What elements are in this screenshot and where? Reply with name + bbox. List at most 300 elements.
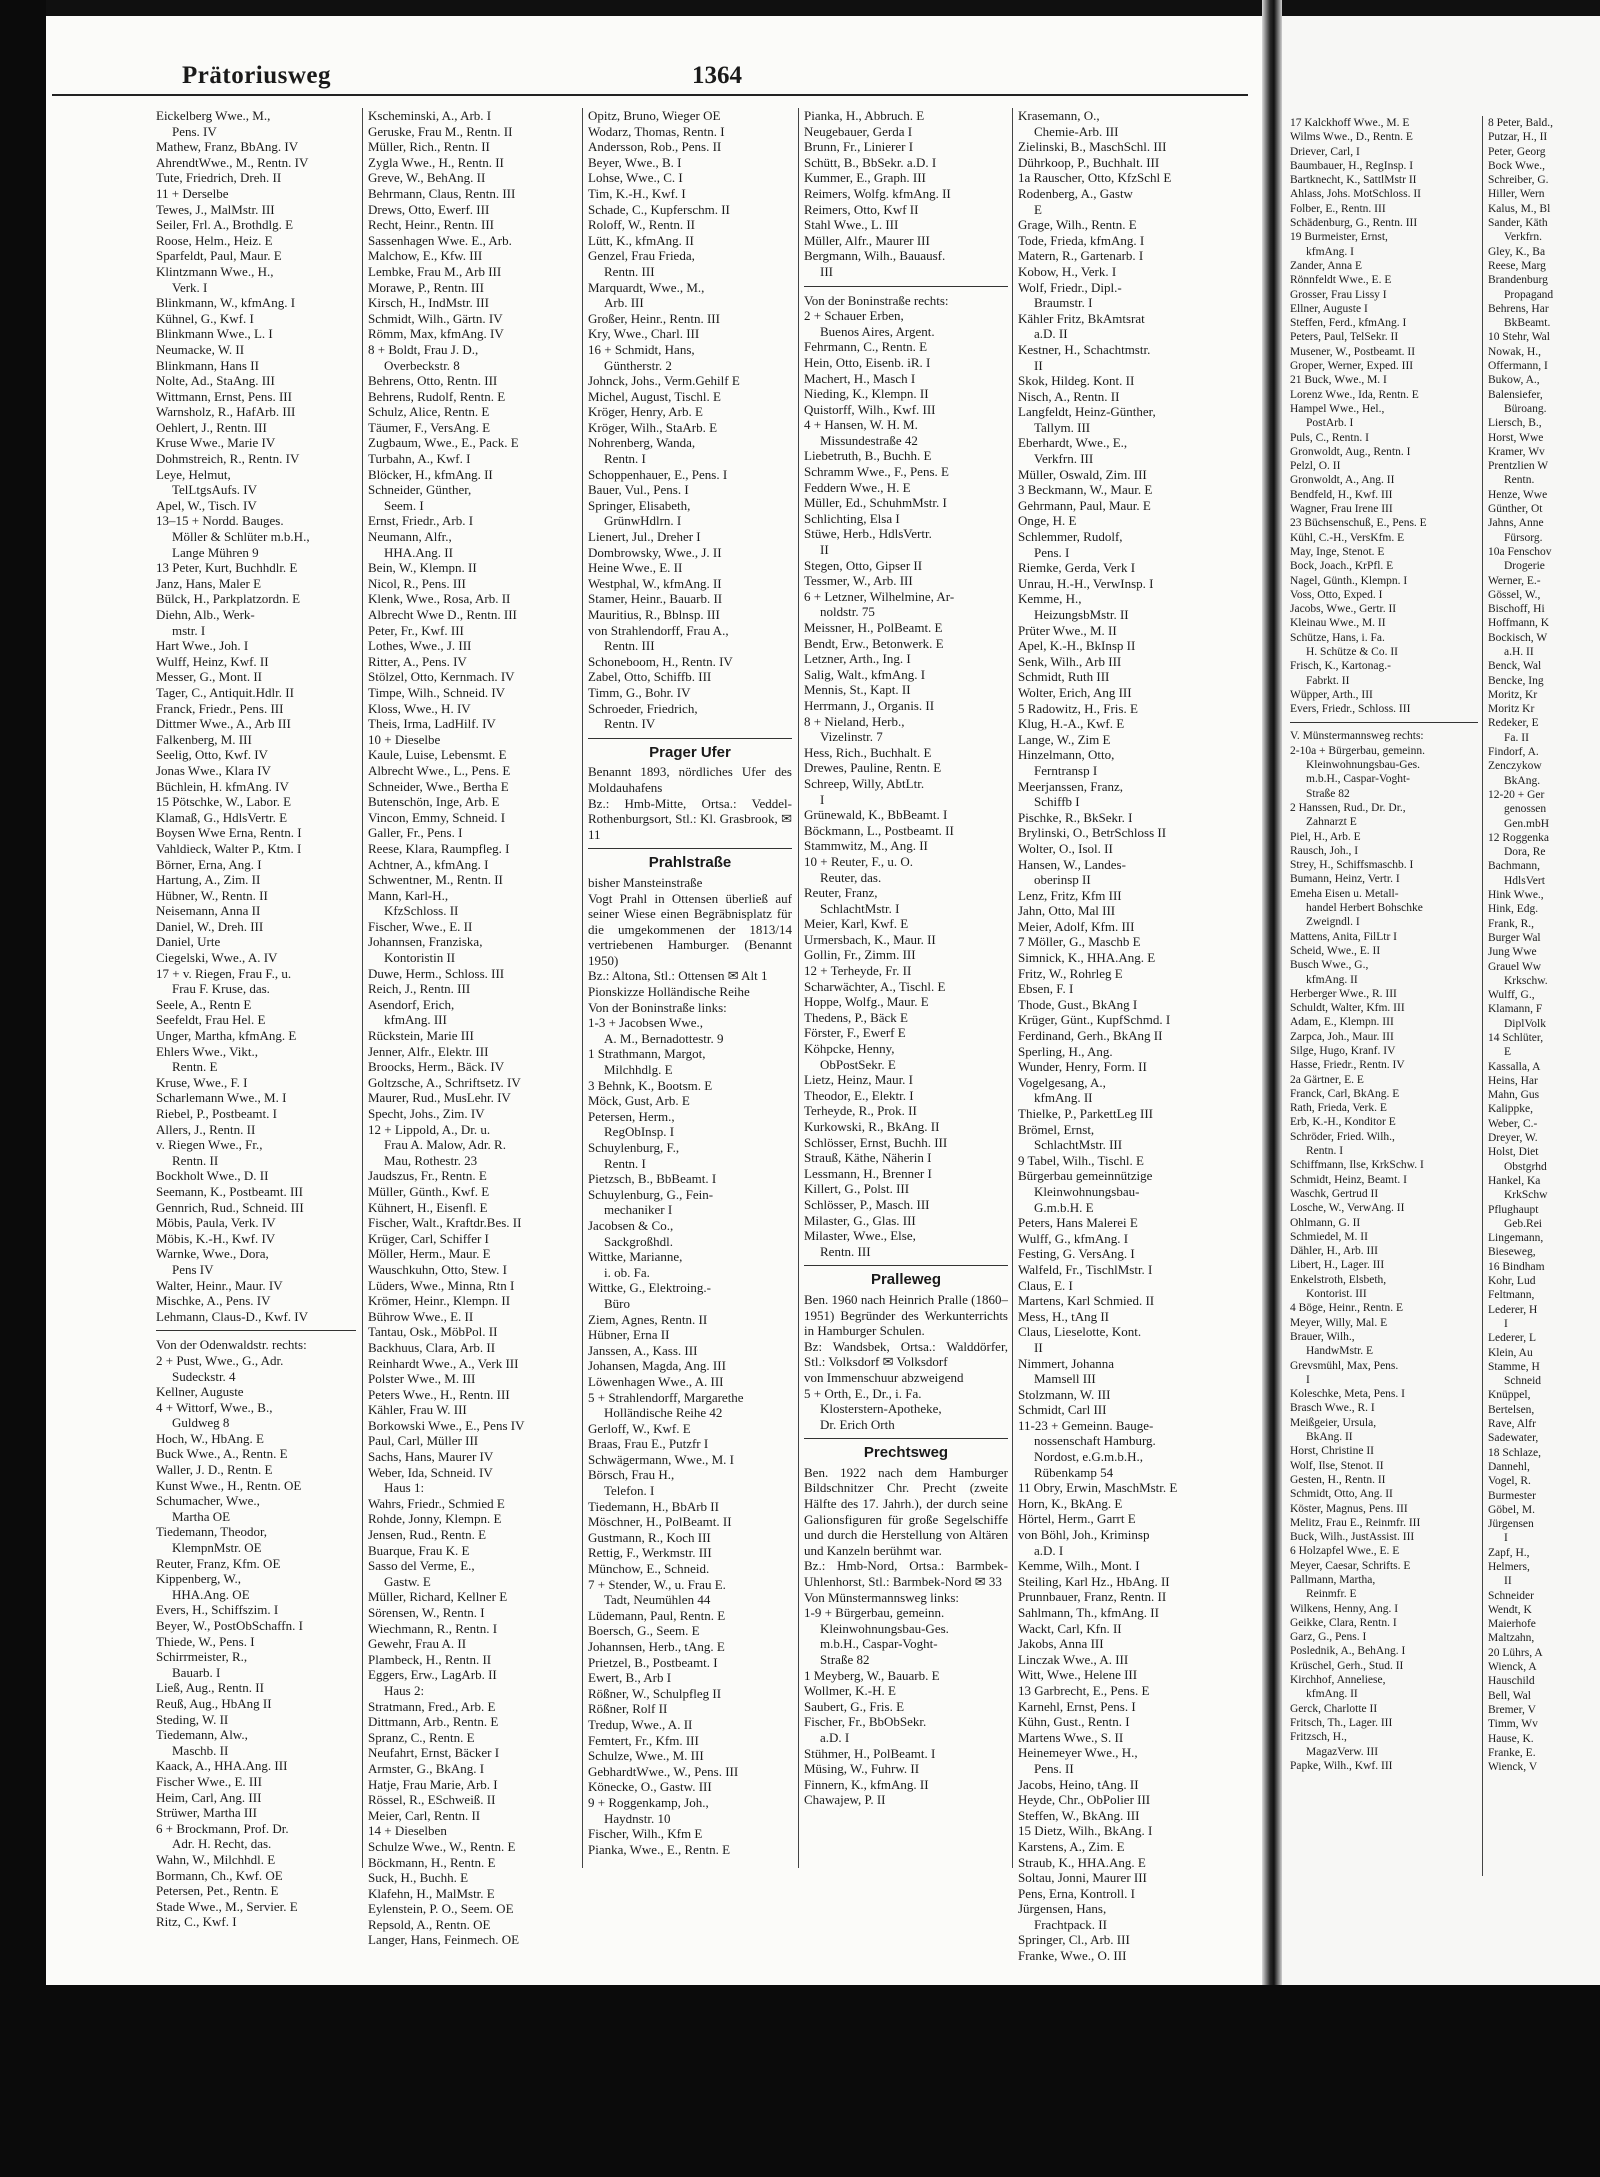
resident-entry: Petersen, Pet., Rentn. E (156, 1883, 279, 1899)
entry-continuation: II (820, 542, 829, 558)
resident-entry: Moritz, Kr (1488, 688, 1538, 701)
resident-entry: Möbis, Paula, Verk. IV (156, 1215, 276, 1231)
resident-entry: Fischer, Walt., Kraftdr.Bes. II (368, 1215, 522, 1231)
resident-entry: Kühn, Gust., Rentn. I (1018, 1714, 1130, 1730)
entry-continuation: Tallym. III (1034, 419, 1091, 435)
scan-border-left (0, 0, 46, 2177)
resident-entry: Neufahrt, Ernst, Bäcker I (368, 1745, 500, 1761)
resident-entry: Heins, Har (1488, 1074, 1538, 1087)
entry-continuation: Guldweg 8 (172, 1415, 230, 1431)
resident-entry: Schmidt, Ruth III (1018, 669, 1110, 685)
resident-entry: Martens, Karl Schmied. II (1018, 1293, 1155, 1309)
resident-entry: 13 Peter, Kurt, Buchhdlr. E (156, 560, 298, 576)
resident-entry: 15 Pötschke, W., Labor. E (156, 794, 292, 810)
resident-entry: Lederer, H (1488, 1303, 1538, 1316)
resident-entry: Klein, Au (1488, 1346, 1533, 1359)
resident-entry: Enkelstroth, Elsbeth, (1290, 1273, 1387, 1286)
entry-continuation: Rentn. E (172, 1059, 218, 1075)
resident-entry: Prunnbauer, Franz, Rentn. II (1018, 1589, 1167, 1605)
resident-entry: Liebetruth, B., Buchh. E (804, 448, 932, 464)
entry-continuation: genossen (1504, 803, 1547, 816)
resident-entry: Bumann, Heinz, Vertr. I (1290, 873, 1400, 886)
resident-entry: Suck, H., Buchh. E (368, 1870, 469, 1886)
resident-entry: Linczak Wwe., A. III (1018, 1651, 1129, 1667)
resident-entry: 7 + Stender, W., u. Frau E. (588, 1576, 726, 1592)
entry-continuation: Dora, Re (1504, 846, 1546, 859)
resident-entry: Brömel, Ernst, (1018, 1121, 1095, 1137)
resident-entry: Jacobsen & Co., (588, 1217, 674, 1233)
resident-entry: Eggers, Erw., LagArb. II (368, 1667, 497, 1683)
entry-continuation: handel Herbert Bohschke (1306, 902, 1423, 915)
entry-continuation: Rentn. I (604, 451, 646, 467)
resident-entry: Rettig, F., Werkmstr. III (588, 1545, 712, 1561)
resident-entry: Kemme, H., (1018, 591, 1082, 607)
resident-entry: Ritz, C., Kwf. I (156, 1914, 237, 1930)
resident-entry: 1 Meyberg, W., Bauarb. E (804, 1667, 940, 1683)
resident-entry: Ernst, Friedr., Arb. I (368, 513, 474, 529)
resident-entry: Pianka, H., Abbruch. E (804, 108, 925, 123)
entry-continuation: Verkfrn. (1504, 231, 1542, 244)
resident-entry: Frisch, K., Kartonag.- (1290, 660, 1391, 673)
resident-entry: Stolzmann, W. III (1018, 1386, 1111, 1402)
resident-entry: Stüwe, Herb., HdlsVertr. (804, 526, 932, 542)
resident-entry: Wolter, O., Isol. II (1018, 840, 1113, 856)
resident-entry: Matern, R., Gartenarb. I (1018, 248, 1144, 264)
resident-entry: Wiechmann, R., Rentn. I (368, 1620, 498, 1636)
resident-entry: Zapf, H., (1488, 1546, 1530, 1559)
resident-entry: Wulff, G., kfmAng. I (1018, 1230, 1129, 1246)
resident-entry: Peters, Paul, TelSekr. II (1290, 331, 1399, 344)
resident-entry: Lüdemann, Paul, Rentn. E (588, 1607, 726, 1623)
resident-entry: Schumacher, Wwe., (156, 1493, 260, 1509)
resident-entry: Bukow, A., (1488, 374, 1540, 387)
resident-entry: Rodenberg, A., Gastw (1018, 185, 1133, 201)
resident-entry: Albrecht Wwe D., Rentn. III (368, 607, 517, 622)
resident-entry: Rave, Alfr (1488, 1418, 1536, 1431)
resident-entry: Fischer, Wilh., Kfm E (588, 1826, 703, 1842)
resident-entry: Schulze Wwe., W., Rentn. E (368, 1838, 516, 1854)
resident-entry: Müller, Günth., Kwf. E (368, 1183, 490, 1199)
resident-entry: Kühnel, G., Kwf. I (156, 310, 254, 326)
resident-entry: Lüders, Wwe., Minna, Rtn I (368, 1277, 515, 1293)
resident-entry: Kleinau Wwe., M. II (1290, 617, 1386, 630)
resident-entry: Eylenstein, P. O., Seem. OE (368, 1901, 514, 1917)
resident-entry: Butenschön, Inge, Arb. E (368, 794, 500, 810)
resident-entry: Finnern, K., kfmAng. II (804, 1776, 929, 1792)
entry-continuation: Straße 82 (1306, 787, 1350, 800)
section-rule (804, 286, 1008, 287)
resident-entry: Wüpper, Arth., III (1290, 688, 1373, 701)
entry-continuation: SchlachtMstr. I (820, 900, 900, 916)
entry-continuation: Gastw. E (384, 1573, 431, 1589)
resident-entry: Lothes, Wwe., J. III (368, 638, 472, 654)
resident-entry: Köhpcke, Henny, (804, 1041, 895, 1057)
resident-entry: Gerck, Charlotte II (1290, 1702, 1378, 1715)
resident-entry: Repsold, A., Rentn. OE (368, 1916, 491, 1932)
resident-entry: 12 + Terheyde, Fr. II (804, 963, 912, 979)
entry-continuation: Fa. II (1504, 731, 1529, 744)
resident-entry: Voss, Otto, Exped. I (1290, 588, 1383, 601)
resident-entry: Seemann, K., Postbeamt. III (156, 1183, 303, 1199)
entry-continuation: Rentn. III (604, 638, 655, 654)
resident-entry: Backhuus, Clara, Arb. II (368, 1339, 496, 1355)
resident-entry: Franck, Friedr., Pens. III (156, 700, 284, 716)
resident-entry: Franke, E. (1488, 1746, 1536, 1759)
resident-entry: Klintzmann Wwe., H., (156, 263, 274, 279)
column-divider (362, 108, 363, 1868)
resident-entry: Kemme, Wilh., Mont. I (1018, 1558, 1140, 1574)
resident-entry: Meerjanssen, Franz, (1018, 778, 1124, 794)
running-head (52, 58, 1248, 96)
resident-entry: Kippenberg, W., (156, 1571, 241, 1587)
entry-continuation: Rübenkamp 54 (1034, 1464, 1114, 1480)
entry-continuation: H. Schütze & Co. II (1306, 645, 1398, 658)
resident-entry: Urmersbach, K., Maur. II (804, 931, 936, 947)
resident-entry: 10a Fenschov (1488, 545, 1552, 558)
entry-continuation: Kleinwohnungsbau- (1034, 1183, 1140, 1199)
resident-entry: Nagel, Günth., Klempn. I (1290, 574, 1408, 587)
resident-entry: Von der Boninstraße links: (588, 999, 727, 1015)
resident-entry: Mann, Karl-H., (368, 887, 449, 903)
resident-entry: Driever, Carl, I (1290, 145, 1360, 158)
resident-entry: Diehn, Alb., Werk- (156, 607, 255, 622)
entry-continuation: a.D. I (1034, 1542, 1064, 1558)
resident-entry: Tim, K.-H., Kwf. I (588, 185, 686, 201)
resident-entry: Knüppel, (1488, 1389, 1531, 1402)
entry-continuation: Rentn. III (604, 263, 655, 279)
street-description: Vogt Prahl in Ottensen überließ auf seiner Wiese einen Begräbnisplatz für die umgekommenen der 1813/14 vertriebenen Hamburger. (Benannt 1950) (588, 890, 792, 968)
resident-entry: Ehlers Wwe., Vikt., (156, 1043, 259, 1059)
resident-entry: 14 + Dieselben (368, 1823, 447, 1839)
street-description: Bz.: Altona, Stl.: Ottensen ✉ Alt 1 (588, 968, 768, 984)
resident-entry: Timpe, Wilh., Schneid. IV (368, 684, 506, 700)
entry-continuation: GrünwHdlrn. I (604, 513, 682, 529)
resident-entry: Brunn, Fr., Linierer I (804, 139, 914, 155)
resident-entry: Machert, H., Masch I (804, 370, 916, 386)
entry-continuation: Kontorist. III (1306, 1288, 1367, 1301)
resident-entry: Westphal, W., kfmAng. II (588, 575, 722, 591)
resident-entry: Nimmert, Johanna (1018, 1355, 1115, 1371)
resident-entry: Jürgensen, Hans, (1018, 1901, 1107, 1917)
resident-entry: 10 + Reuter, F., u. O. (804, 853, 914, 869)
directory-page (46, 16, 1262, 1985)
entry-continuation: Braumstr. I (1034, 295, 1093, 311)
resident-entry: Geikke, Clara, Rentn. I (1290, 1616, 1397, 1629)
resident-entry: Stahl Wwe., L. III (804, 217, 899, 233)
entry-continuation: Overbeckstr. 8 (384, 357, 460, 373)
entry-continuation: II (1034, 357, 1043, 373)
resident-entry: Emeha Eisen u. Metall- (1290, 887, 1399, 900)
entry-continuation: Zahnarzt E (1306, 816, 1357, 829)
resident-entry: Behrens, Rudolf, Rentn. E (368, 388, 506, 404)
entry-continuation: oberinsp II (1034, 872, 1091, 888)
resident-entry: Schirrmeister, R., (156, 1649, 248, 1665)
resident-entry: Dähler, H., Arb. III (1290, 1245, 1378, 1258)
resident-entry: Lohse, Wwe., C. I (588, 170, 683, 186)
resident-entry: Benck, Wal (1488, 660, 1542, 673)
resident-entry: Oehlert, J., Rentn. III (156, 419, 267, 435)
resident-entry: Schwägermann, Wwe., M. I (588, 1451, 734, 1467)
resident-entry: Nieding, K., Klempn. II (804, 386, 929, 402)
resident-entry: Feltmann, (1488, 1289, 1535, 1302)
resident-entry: Kalippke, (1488, 1103, 1534, 1116)
resident-entry: Gewehr, Frau A. II (368, 1636, 467, 1652)
resident-entry: Polster Wwe., M. III (368, 1371, 476, 1387)
resident-entry: 12 + Lippold, A., Dr. u. (368, 1121, 491, 1137)
street-description: Pionskizze Holländische Reihe (588, 984, 750, 1000)
entry-continuation: HHA.Ang. OE (172, 1586, 250, 1602)
resident-entry: Vincon, Emmy, Schneid. I (368, 809, 506, 825)
entry-continuation: Büro (604, 1295, 630, 1311)
resident-entry: Tredup, Wwe., A. II (588, 1716, 693, 1732)
entry-continuation: Telefon. I (604, 1483, 655, 1499)
resident-entry: Schiffmann, Ilse, KrkSchw. I (1290, 1159, 1424, 1172)
resident-entry: Koleschke, Meta, Pens. I (1290, 1388, 1405, 1401)
resident-entry: Tiedemann, H., BbArb II (588, 1498, 719, 1514)
resident-entry: Witt, Wwe., Helene III (1018, 1667, 1138, 1683)
resident-entry: Marquardt, Wwe., M., (588, 279, 705, 295)
resident-entry: Jürgensen (1488, 1518, 1534, 1531)
resident-entry: Recht, Heinr., Rentn. III (368, 217, 494, 233)
resident-entry: Musener, W., Postbeamt. II (1290, 345, 1416, 358)
resident-entry: Bremer, V (1488, 1703, 1536, 1716)
resident-entry: 11 + Derselbe (156, 185, 229, 201)
resident-entry: Schlösser, Ernst, Buchh. III (804, 1134, 948, 1150)
resident-entry: Dittmer Wwe., A., Arb III (156, 716, 291, 732)
resident-entry: 1-9 + Bürgerbau, gemeinn. (804, 1605, 945, 1621)
resident-entry: Peter, Georg (1488, 145, 1546, 158)
resident-entry: Losche, W., VerwAng. II (1290, 1202, 1405, 1215)
resident-entry: Boysen Wwe Erna, Rentn. I (156, 825, 302, 841)
resident-entry: Ebsen, F. I (1018, 981, 1074, 997)
resident-entry: Schmidt, Otto, Ang. II (1290, 1488, 1393, 1501)
entry-continuation: Ferntransp I (1034, 762, 1098, 778)
resident-entry: Daniel, Urte (156, 934, 221, 950)
column-7 (1488, 116, 1600, 1985)
resident-entry: Greve, W., BehAng. II (368, 170, 486, 186)
entry-continuation: Kontoristin II (384, 950, 456, 966)
entry-continuation: Rentn. I (604, 1155, 646, 1171)
resident-entry: Sparfeldt, Paul, Maur. E (156, 248, 282, 264)
resident-entry: Schulz, Alice, Rentn. E (368, 404, 490, 420)
resident-entry: 1a Rauscher, Otto, KfzSchl E (1018, 170, 1172, 186)
resident-entry: Rößner, W., Schulpfleg II (588, 1685, 722, 1701)
resident-entry: Reinhardt Wwe., A., Verk III (368, 1355, 519, 1371)
resident-entry: Baumbauer, H., RegInsp. I (1290, 159, 1414, 172)
resident-entry: Tessmer, W., Arb. III (804, 573, 913, 589)
resident-entry: 5 + Orth, E., Dr., i. Fa. (804, 1385, 922, 1401)
resident-entry: Kröger, Henry, Arb. E (588, 404, 703, 420)
resident-entry: Zenczykow (1488, 760, 1542, 773)
resident-entry: Kirsch, H., IndMstr. III (368, 295, 489, 311)
entry-continuation: Verk. I (172, 279, 208, 295)
entry-continuation: kfmAng. II (1306, 1688, 1358, 1701)
resident-entry: Maltzahn, (1488, 1632, 1535, 1645)
street-heading: Prechtsweg (863, 1444, 949, 1462)
resident-entry: Salig, Walt., kfmAng. I (804, 666, 926, 682)
resident-entry: Janssen, A., Kass. III (588, 1342, 698, 1358)
resident-entry: Folber, E., Rentn. III (1290, 202, 1386, 215)
facing-page (1282, 16, 1600, 1985)
resident-entry: Dombrowsky, Wwe., J. II (588, 544, 722, 560)
resident-entry: Brauer, Wilh., (1290, 1330, 1355, 1343)
resident-entry: Beyer, W., PostObSchaffn. I (156, 1618, 303, 1633)
resident-entry: Müller, Rich., Rentn. II (368, 139, 490, 155)
resident-entry: Jacobs, Wwe., Gertr. II (1290, 603, 1397, 616)
resident-entry: Schlichting, Elsa I (804, 510, 900, 526)
resident-entry: Nowak, H., (1488, 345, 1542, 358)
resident-entry: Reuter, Franz, (804, 885, 878, 901)
resident-entry: Von der Boninstraße rechts: (804, 292, 949, 308)
entry-continuation: HdlsVert (1504, 874, 1545, 887)
resident-entry: Kaule, Luise, Lebensmt. E (368, 747, 507, 763)
resident-entry: Prietzel, B., Postbeamt. I (588, 1654, 718, 1670)
resident-entry: Klamann, F (1488, 1003, 1543, 1016)
resident-entry: Gustmann, R., Koch III (588, 1529, 711, 1545)
entry-continuation: Schiffb I (1034, 794, 1080, 810)
resident-entry: Fritsch, Th., Lager. III (1290, 1716, 1393, 1729)
resident-entry: Schwentner, M., Rentn. II (368, 872, 503, 888)
resident-entry: Neugebauer, Gerda I (804, 123, 913, 139)
resident-entry: 11-23 + Gemeinn. Bauge- (1018, 1417, 1154, 1433)
street-description: bisher Mansteinstraße (588, 874, 703, 890)
resident-entry: Bergmann, Wilh., Bauausf. (804, 248, 946, 264)
resident-entry: Schädenburg, G., Rentn. III (1290, 217, 1418, 230)
entry-continuation: Reinmfr. E (1306, 1588, 1357, 1601)
resident-entry: 2 + Schauer Erben, (804, 308, 904, 324)
resident-entry: Kruse Wwe., Marie IV (156, 435, 276, 451)
resident-entry: Scheid, Wwe., E. II (1290, 944, 1381, 957)
resident-entry: Burger Wal (1488, 931, 1541, 944)
resident-entry: Brandenburg (1488, 274, 1548, 287)
entry-continuation: Frau F. Kruse, das. (172, 981, 270, 997)
resident-entry: Schoppenhauer, E., Pens. I (588, 466, 728, 482)
resident-entry: Pelzl, O. II (1290, 460, 1341, 473)
entry-continuation: Verkfrn. III (1034, 451, 1094, 467)
resident-entry: Turbahn, A., Kwf. I (368, 451, 471, 467)
resident-entry: Jakobs, Anna III (1018, 1636, 1104, 1652)
resident-entry: Seefeldt, Frau Hel. E (156, 1012, 266, 1028)
resident-entry: Meier, Adolf, Kfm. III (1018, 918, 1135, 934)
resident-entry: Kramer, Wv (1488, 445, 1545, 458)
resident-entry: Maierhofe (1488, 1618, 1536, 1631)
resident-entry: Franck, Carl, BkAng. E (1290, 1087, 1400, 1100)
resident-entry: Fritz, W., Rohrleg E (1018, 965, 1123, 981)
resident-entry: Apel, K.-H., BkInsp II (1018, 638, 1136, 654)
resident-entry: Krasemann, O., (1018, 108, 1100, 123)
resident-entry: Gennrich, Rud., Schneid. III (156, 1199, 304, 1215)
resident-entry: Karnehl, Ernst, Pens. I (1018, 1698, 1136, 1714)
street-description: Ben. 1922 nach dem Hamburger Bildschnitzer Chr. Precht (zweite Hälfte des 17. Jahrh.), der durch seine Galionsfiguren für große Segelschiffe und durch die Herstellung von Altären und Kanzeln berühmt war. (804, 1464, 1008, 1558)
resident-entry: Feddern Wwe., H. E (804, 479, 911, 495)
resident-entry: 4 + Hansen, W. H. M. (804, 417, 918, 433)
resident-entry: Bein, W., Klempn. II (368, 560, 477, 576)
resident-entry: 18 Schlaze, (1488, 1446, 1542, 1459)
page-number: 1364 (692, 62, 742, 89)
resident-entry: Reese, Klara, Raumpfleg. I (368, 840, 510, 856)
resident-entry: Löwenhagen Wwe., A. III (588, 1373, 724, 1389)
entry-continuation: noldstr. 75 (820, 604, 875, 620)
resident-entry: Vahldieck, Walter P., Ktm. I (156, 840, 302, 856)
resident-entry: Blinkmann, Hans II (156, 357, 259, 373)
resident-entry: 3 Beckmann, W., Maur. E (1018, 482, 1153, 498)
resident-entry: Jung Wwe (1488, 946, 1537, 959)
resident-entry: Petersen, Herm., (588, 1108, 675, 1124)
resident-entry: Lessmann, H., Brenner I (804, 1165, 932, 1181)
entry-continuation: TelLtgsAufs. IV (172, 482, 258, 498)
resident-entry: Schuylenburg, G., Fein- (588, 1186, 714, 1202)
resident-entry: Schreiber, G. (1488, 174, 1549, 187)
resident-entry: Nohrenberg, Wanda, (588, 435, 696, 451)
resident-entry: Stade Wwe., M., Servier. E (156, 1898, 298, 1914)
resident-entry: Steffen, W., BkAng. III (1018, 1807, 1140, 1823)
resident-entry: Blinkmann, W., kfmAng. I (156, 295, 296, 311)
resident-entry: Lederer, L (1488, 1332, 1537, 1345)
entry-continuation: Rentn. IV (604, 716, 656, 732)
resident-entry: Stühmer, H., PolBeamt. I (804, 1745, 936, 1761)
resident-entry: Hoch, W., HbAng. E (156, 1430, 264, 1446)
resident-entry: Hübner, W., Rentn. II (156, 887, 268, 903)
resident-entry: Schmidt, Heinz, Beamt. I (1290, 1173, 1407, 1186)
resident-entry: Fehrmann, C., Rentn. E (804, 339, 928, 355)
resident-entry: Förster, F., Ewerf E (804, 1025, 906, 1041)
resident-entry: 4 Böge, Heinr., Rentn. E (1290, 1302, 1404, 1315)
entry-continuation: Frau A. Malow, Adr. R. (384, 1137, 506, 1153)
resident-entry: Schütze, Hans, i. Fa. (1290, 631, 1385, 644)
resident-entry: Kröger, Wilh., StaArb. E (588, 419, 718, 435)
resident-entry: Evers, Friedr., Schloss. III (1290, 703, 1411, 716)
entry-continuation: Straße 82 (820, 1652, 870, 1667)
resident-entry: Sperling, H., Ang. (1018, 1043, 1113, 1059)
resident-entry: Andersson, Rob., Pens. II (588, 139, 722, 155)
resident-entry: Börsch, Frau H., (588, 1467, 675, 1483)
resident-entry: 2 Hanssen, Rud., Dr. Dr., (1290, 801, 1406, 814)
entry-continuation: Pens IV (172, 1261, 214, 1277)
entry-continuation: m.b.H., Caspar-Voght- (820, 1636, 938, 1652)
entry-continuation: Rentn. III (820, 1243, 871, 1259)
entry-continuation: HHA.Ang. II (384, 544, 453, 560)
resident-entry: Sachs, Hans, Maurer IV (368, 1449, 494, 1465)
resident-entry: Kummer, E., Graph. III (804, 170, 926, 186)
resident-entry: Dittmann, Arb., Rentn. E (368, 1714, 499, 1730)
resident-entry: Scharlemann Wwe., M. I (156, 1090, 287, 1106)
resident-entry: Kurkowski, R., BkAng. II (804, 1119, 940, 1134)
resident-entry: Hess, Rich., Buchhalt. E (804, 744, 932, 760)
resident-entry: 1-3 + Jacobsen Wwe., (588, 1015, 704, 1031)
column-1 (156, 108, 356, 1978)
resident-entry: Wendt, K (1488, 1603, 1532, 1616)
entry-continuation: SchlachtMstr. III (1034, 1137, 1123, 1153)
resident-entry: Hatje, Frau Marie, Arb. I (368, 1776, 498, 1792)
resident-entry: Grosser, Frau Lissy I (1290, 288, 1387, 301)
street-heading: Pralleweg (870, 1271, 942, 1289)
resident-entry: Ellner, Auguste I (1290, 302, 1368, 315)
resident-entry: Nicol, R., Pens. III (368, 575, 466, 591)
resident-entry: Hartung, A., Zim. II (156, 872, 261, 888)
resident-entry: Onge, H. E (1018, 513, 1077, 529)
entry-continuation: Güntherstr. 2 (604, 357, 672, 373)
entry-continuation: a.D. II (1034, 326, 1068, 342)
resident-entry: Buck, Wilh., JustAssist. III (1290, 1531, 1415, 1544)
resident-entry: Schulze, Wwe., M. III (588, 1748, 704, 1764)
entry-continuation: Tadt, Neumühlen 44 (604, 1592, 711, 1608)
resident-entry: Wittke, Marianne, (588, 1249, 683, 1265)
entry-continuation: Maschb. II (172, 1742, 229, 1758)
resident-entry: 14 Schlüter, (1488, 1032, 1544, 1044)
resident-entry: Terheyde, R., Prok. II (804, 1103, 917, 1119)
entry-continuation: Adr. H. Recht, das. (172, 1836, 272, 1852)
resident-entry: Kry, Wwe., Charl. III (588, 326, 700, 342)
